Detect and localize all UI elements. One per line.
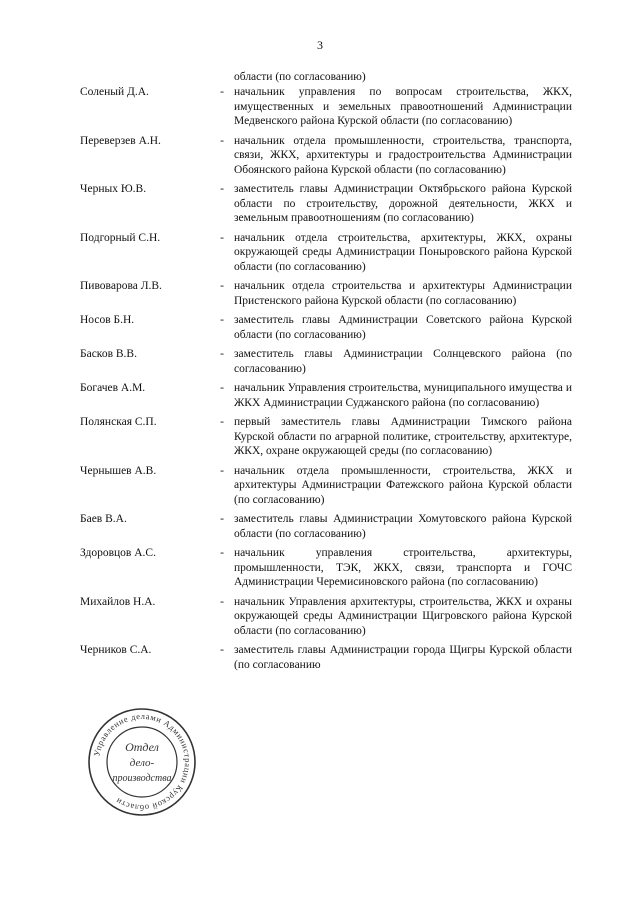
dash: - [220,134,224,147]
member-name: Подгорный С.Н. [80,231,161,244]
list-item [80,279,572,308]
dash: - [220,348,224,360]
member-position: начальник управления по вопросам строительства, ЖКХ, имущественных и земельных правоотношений Администрации Медвенского района Курской области (по согласованию) [234,86,572,127]
dash: - [220,183,224,195]
member-position: начальник отдела промышленности, строительства, транспорта, связи, ЖКХ, архитектуры и градостроительства Администрации Обоянского района Курской области (по согласованию) [234,134,572,176]
list-item [80,313,572,342]
member-name: Басков В.В. [80,348,137,360]
member-position: начальник Управления строительства, муниципального имущества и ЖКХ Администрации Суджанского района (по согласованию) [234,382,572,409]
member-position: заместитель главы Администрации Солнцевского района (по согласованию) [234,348,572,375]
member-position: начальник управления строительства, архитектуры, промышленности, ТЭК, ЖКХ, связи, транспорта и ГОЧС Администрации Черемисиновского района (по согласованию) [234,547,572,588]
member-name: Переверзев А.Н. [80,134,161,147]
dash: - [220,280,224,292]
stamp-line-1: Отдел [125,740,159,754]
member-name: Черников С.А. [80,644,152,656]
member-name: Пивоварова Л.В. [80,280,162,292]
dash: - [220,513,224,525]
member-name: Чернышев А.В. [80,464,157,477]
member-name: Полянская С.П. [80,416,157,428]
list-item [80,231,572,275]
member-position: заместитель главы Администрации Хомутовского района Курской области (по согласованию) [234,513,572,540]
dash: - [220,416,224,428]
member-position: начальник отдела строительства, архитектуры, ЖКХ, охраны окружающей среды Администрации Поныровского района Курской области (по согласованию) [234,231,572,273]
member-position: заместитель главы Администрации Октябрьского района Курской области по строительству, дорожной деятельности, ЖКХ и земельным правоотношениям (по согласованию) [234,183,572,224]
list-item [80,546,572,590]
stamp-line-2: дело- [129,757,155,769]
list-item [80,643,572,672]
list-item [80,464,572,508]
stamp-line-3: производства [112,773,172,784]
dash: - [220,231,224,244]
stamp-ring-text: Управление делами Администрации Курской области [91,710,194,814]
member-name: Баев В.А. [80,513,127,525]
list-item [80,134,572,178]
member-position: заместитель главы Администрации города Щигры Курской области (по согласованию [234,644,572,671]
list-item [80,381,572,410]
dash: - [220,464,224,477]
member-name: Михайлов Н.А. [80,595,156,608]
member-position: первый заместитель главы Администрации Тимского района Курской области по аграрной политике, строительству, архитектуре, ЖКХ, охране окружающей среды (по согласованию) [234,416,572,457]
dash: - [220,86,224,98]
list-item [80,85,572,129]
continuation-text: области (по согласованию) [234,71,366,83]
list-item [80,415,572,459]
office-stamp [86,706,198,818]
member-name: Здоровцов А.С. [80,547,156,559]
dash: - [220,644,224,656]
list-item [80,512,572,541]
member-name: Носов Б.Н. [80,314,135,326]
dash: - [220,314,224,326]
list-item [80,595,572,639]
member-name: Черных Ю.В. [80,183,147,195]
dash: - [220,595,224,608]
dash: - [220,547,224,559]
list-item [80,347,572,376]
member-name: Богачев А.М. [80,382,146,394]
member-position: начальник отдела промышленности, строительства, ЖКХ и архитектуры Администрации Фатежского района Курской области (по согласованию) [234,464,572,506]
member-name: Соленый Д.А. [80,86,149,98]
list-item [80,182,572,226]
member-position: начальник Управления архитектуры, строительства, ЖКХ и охраны окружающей среды Администрации Щигровского района Курской области (по согласованию) [234,595,572,637]
member-position: начальник отдела строительства и архитектуры Администрации Пристенского района Курской области (по согласованию) [234,280,572,307]
member-position: заместитель главы Администрации Советского района Курской области (по согласованию) [234,314,572,341]
members-list [80,85,572,677]
dash: - [220,382,224,394]
page-number: 3 [317,38,323,52]
